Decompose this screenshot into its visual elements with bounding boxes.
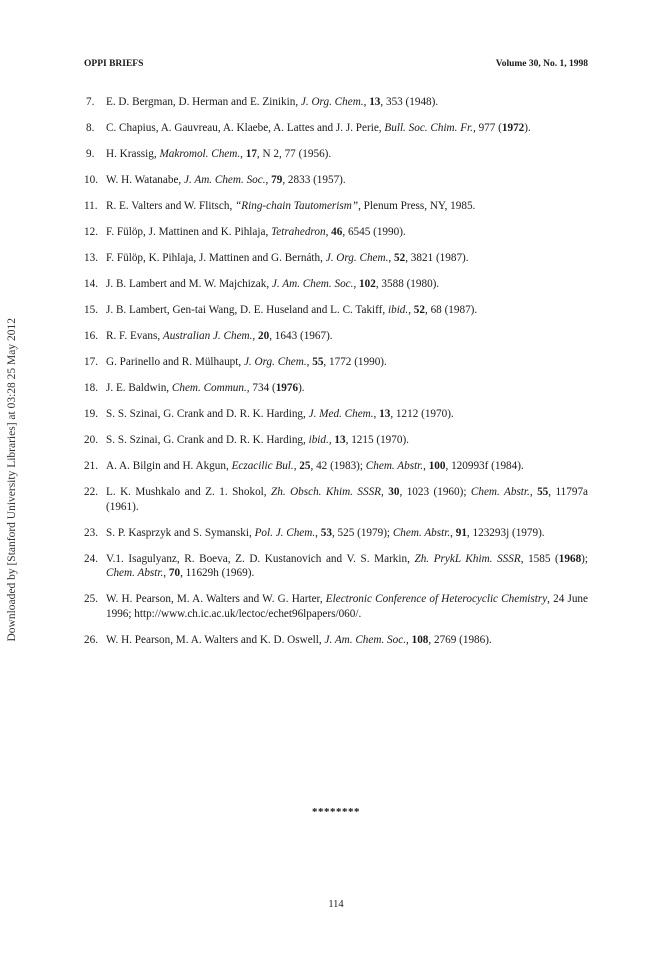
reference-item bbox=[84, 251, 588, 266]
reference-item bbox=[84, 592, 588, 621]
reference-fragment: , 1772 (1990). bbox=[323, 356, 387, 368]
reference-volume: 30 bbox=[388, 486, 400, 498]
reference-fragment: W. H. Pearson, M. A. Walters and W. G. Harter, bbox=[106, 593, 326, 605]
reference-fragment: , 3588 (1980). bbox=[375, 278, 440, 290]
reference-text bbox=[106, 304, 477, 316]
reference-fragment: , 1643 (1967). bbox=[269, 330, 333, 342]
reference-source: Pol. J. Chem. bbox=[254, 526, 316, 539]
reference-source: J. Med. Chem. bbox=[308, 408, 374, 420]
reference-fragment: G. Parinello and R. Mülhaupt, bbox=[106, 356, 244, 368]
reference-volume: 53 bbox=[320, 526, 332, 539]
reference-fragment: , 11797a (1961). bbox=[106, 486, 589, 513]
reference-fragment: , 1023 (1960); bbox=[399, 486, 471, 498]
reference-fragment: , 2833 (1957). bbox=[282, 174, 346, 186]
reference-volume: 102 bbox=[359, 278, 376, 290]
reference-fragment: S. P. Kasprzyk and S. Symanski, bbox=[106, 526, 255, 539]
reference-source: “Ring-chain Tautomerism” bbox=[235, 200, 359, 212]
reference-fragment: , N 2, 77 (1956). bbox=[256, 148, 332, 160]
reference-text bbox=[106, 634, 492, 646]
reference-fragment: , bbox=[353, 278, 360, 290]
reference-fragment: , bbox=[363, 96, 370, 108]
reference-fragment: S. S. Szinai, G. Crank and D. R. K. Harding, bbox=[106, 408, 309, 420]
reference-fragment: R. E. Valters and W. Flitsch, bbox=[106, 200, 236, 212]
reference-fragment: ). bbox=[524, 122, 531, 134]
running-header bbox=[84, 59, 588, 73]
reference-text bbox=[106, 408, 454, 420]
reference-text bbox=[106, 252, 469, 264]
reference-fragment: S. S. Szinai, G. Crank and D. R. K. Harding, bbox=[106, 434, 309, 446]
reference-text bbox=[106, 486, 588, 513]
reference-volume: 79 bbox=[271, 174, 283, 186]
reference-fragment: , bbox=[328, 434, 335, 446]
reference-volume: 1976 bbox=[275, 382, 299, 394]
reference-volume: 1972 bbox=[501, 122, 525, 134]
reference-fragment: , 2769 (1986). bbox=[428, 633, 492, 646]
reference-fragment: , 977 ( bbox=[472, 122, 502, 134]
reference-fragment: , 525 (1979); bbox=[331, 526, 393, 539]
reference-text bbox=[106, 460, 524, 472]
reference-text bbox=[106, 553, 588, 580]
reference-text bbox=[106, 174, 346, 186]
reference-fragment: , 24 June 1996; http://www.ch.ic.ac.uk/lectoc/echet96lpapers/060/. bbox=[106, 593, 588, 620]
reference-fragment: F. Fülöp, J. Mattinen and K. Pihlaja, bbox=[106, 226, 272, 238]
reference-text bbox=[106, 527, 545, 539]
reference-source: Bull. Soc. Chim. Fr. bbox=[384, 122, 473, 134]
reference-fragment: , 1215 (1970). bbox=[345, 434, 409, 446]
reference-text bbox=[106, 226, 406, 238]
reference-fragment: , bbox=[388, 252, 394, 264]
reference-fragment: , 11629h (1969). bbox=[180, 567, 255, 579]
volume-info: Volume 30, No. 1, 1998 bbox=[495, 59, 588, 69]
reference-number: 25. bbox=[84, 593, 98, 605]
reference-volume: 13 bbox=[334, 434, 346, 446]
reference-text bbox=[106, 382, 305, 394]
reference-fragment: F. Fülöp, K. Pihlaja, J. Mattinen and G. Bernáth, bbox=[106, 252, 326, 264]
reference-fragment: A. A. Bilgin and H. Akgun, bbox=[106, 460, 232, 472]
reference-volume: 70 bbox=[168, 567, 181, 579]
reference-source: ibid. bbox=[308, 434, 329, 446]
reference-source: J. Am. Chem. Soc. bbox=[184, 174, 266, 186]
reference-number: 19. bbox=[84, 408, 98, 420]
reference-fragment: W. H. Pearson, M. A. Walters and K. D. Oswell, bbox=[106, 633, 325, 646]
reference-fragment: , bbox=[529, 486, 538, 498]
reference-text bbox=[106, 356, 387, 368]
reference-item bbox=[84, 95, 588, 110]
reference-number: 15. bbox=[84, 304, 98, 316]
reference-source: ibid. bbox=[388, 304, 409, 316]
reference-source: J. Am. Chem. Soc. bbox=[324, 633, 406, 646]
reference-number: 7. bbox=[86, 96, 95, 108]
reference-fragment: , 68 (1987). bbox=[424, 304, 478, 316]
download-watermark-text: Downloaded by [Stanford University Libraries] at 03:28 25 May 2012 bbox=[6, 318, 18, 642]
reference-source: J. Org. Chem. bbox=[243, 356, 307, 368]
reference-fragment: , bbox=[373, 408, 380, 420]
reference-item bbox=[84, 355, 588, 370]
reference-source: J. Am. Chem. Soc. bbox=[271, 278, 354, 290]
reference-text bbox=[106, 122, 531, 134]
reference-fragment: , bbox=[325, 226, 332, 238]
reference-item bbox=[84, 633, 588, 648]
reference-text bbox=[106, 96, 438, 108]
reference-number: 18. bbox=[84, 382, 98, 394]
reference-volume: 55 bbox=[312, 356, 324, 368]
reference-fragment: , bbox=[265, 174, 272, 186]
reference-fragment: R. F. Evans, bbox=[106, 330, 163, 342]
reference-number: 12. bbox=[84, 226, 98, 238]
reference-item bbox=[84, 277, 588, 292]
reference-number: 22. bbox=[84, 486, 98, 498]
reference-number: 9. bbox=[86, 148, 95, 160]
reference-number: 8. bbox=[86, 122, 95, 134]
reference-volume: 46 bbox=[331, 226, 343, 238]
reference-volume: 91 bbox=[455, 526, 467, 539]
reference-fragment: L. K. Mushkalo and Z. 1. Shokol, bbox=[106, 486, 272, 498]
reference-volume: 17 bbox=[245, 148, 257, 160]
reference-list bbox=[84, 95, 588, 659]
reference-item bbox=[84, 485, 588, 514]
reference-fragment: , 120993f (1984). bbox=[445, 460, 524, 472]
reference-fragment: J. B. Lambert and M. W. Majchizak, bbox=[106, 278, 272, 290]
reference-fragment: , Plenum Press, NY, 1985. bbox=[358, 200, 476, 212]
reference-source: Australian J. Chem. bbox=[162, 330, 253, 342]
reference-number: 24. bbox=[84, 552, 98, 565]
reference-fragment: , 42 (1983); bbox=[310, 460, 366, 472]
reference-text bbox=[106, 593, 588, 620]
reference-number: 16. bbox=[84, 330, 98, 342]
reference-fragment: , bbox=[240, 148, 246, 160]
reference-text bbox=[106, 278, 439, 290]
reference-number: 14. bbox=[84, 278, 98, 290]
reference-fragment: E. D. Bergman, D. Herman and E. Zinikin, bbox=[106, 96, 301, 108]
reference-fragment: , bbox=[423, 460, 429, 472]
reference-item bbox=[84, 173, 588, 188]
reference-source: Chem. Commun. bbox=[171, 382, 247, 394]
reference-fragment: , bbox=[408, 304, 414, 316]
reference-item bbox=[84, 147, 588, 162]
reference-text bbox=[106, 200, 475, 212]
reference-fragment: , bbox=[381, 486, 389, 498]
journal-section-title: OPPI BRIEFS bbox=[84, 59, 144, 69]
reference-fragment: , 1585 ( bbox=[520, 552, 559, 565]
reference-item bbox=[84, 225, 588, 240]
reference-text bbox=[106, 148, 331, 160]
reference-number: 17. bbox=[84, 356, 98, 368]
reference-source: Zh. Obsch. Khim. SSSR bbox=[271, 486, 382, 498]
reference-number: 11. bbox=[84, 200, 98, 212]
reference-fragment: , bbox=[315, 526, 321, 539]
reference-item bbox=[84, 329, 588, 344]
reference-volume: 108 bbox=[411, 633, 429, 646]
reference-volume: 25 bbox=[299, 460, 311, 472]
end-separator: ******** bbox=[312, 806, 360, 818]
reference-item bbox=[84, 303, 588, 318]
reference-fragment: ); bbox=[581, 552, 588, 565]
reference-source: Eczacilic Bul. bbox=[231, 460, 294, 472]
reference-source: Chem. Abstr. bbox=[106, 567, 164, 579]
reference-volume: 52 bbox=[413, 304, 425, 316]
reference-fragment: , 3821 (1987). bbox=[405, 252, 469, 264]
page-number: 114 bbox=[328, 899, 344, 910]
reference-source: Tetrahedron bbox=[271, 226, 326, 238]
reference-item bbox=[84, 459, 588, 474]
reference-fragment: , 734 ( bbox=[246, 382, 276, 394]
reference-fragment: , bbox=[252, 330, 259, 342]
reference-item bbox=[84, 199, 588, 214]
reference-fragment: C. Chapius, A. Gauvreau, A. Klaebe, A. Lattes and J. J. Perie, bbox=[106, 122, 385, 134]
reference-source: J. Org. Chem. bbox=[325, 252, 389, 264]
reference-volume: 13 bbox=[379, 408, 391, 420]
reference-number: 20. bbox=[84, 434, 98, 446]
reference-volume: 100 bbox=[428, 460, 446, 472]
reference-number: 26. bbox=[84, 633, 98, 646]
reference-volume: 20 bbox=[258, 330, 270, 342]
reference-source: Chem. Abstr. bbox=[392, 526, 451, 539]
reference-fragment: , bbox=[306, 356, 313, 368]
reference-fragment: J. B. Lambert, Gen-tai Wang, D. E. Huseland and L. C. Takiff, bbox=[106, 304, 388, 316]
reference-number: 13. bbox=[84, 252, 98, 264]
reference-item bbox=[84, 407, 588, 422]
reference-source: Chem. Abstr. bbox=[365, 460, 424, 472]
reference-fragment: , 123293j (1979). bbox=[466, 526, 545, 539]
reference-source: Electronic Conference of Heterocyclic Chemistry bbox=[325, 593, 548, 605]
reference-fragment: , 353 (1948). bbox=[380, 96, 439, 108]
reference-fragment: , 1212 (1970). bbox=[390, 408, 454, 420]
reference-fragment: V.1. Isagulyanz, R. Boeva, Z. D. Kustanovich and V. S. Markin, bbox=[106, 552, 415, 565]
reference-fragment: W. H. Watanabe, bbox=[106, 174, 185, 186]
reference-item bbox=[84, 433, 588, 448]
reference-volume: 55 bbox=[537, 486, 549, 498]
reference-item bbox=[84, 526, 588, 541]
reference-fragment: ). bbox=[298, 382, 305, 394]
reference-number: 23. bbox=[84, 526, 98, 539]
reference-item bbox=[84, 121, 588, 136]
reference-source: Zh. PrykL Khim. SSSR bbox=[414, 552, 521, 565]
reference-fragment: , bbox=[406, 633, 412, 646]
reference-volume: 52 bbox=[394, 252, 406, 264]
reference-fragment: H. Krassig, bbox=[106, 148, 160, 160]
reference-item bbox=[84, 381, 588, 396]
reference-fragment: , 6545 (1990). bbox=[342, 226, 406, 238]
reference-item bbox=[84, 552, 588, 581]
reference-text bbox=[106, 434, 409, 446]
reference-volume: 13 bbox=[369, 96, 381, 108]
reference-source: J. Org. Chem. bbox=[300, 96, 364, 108]
reference-source: Chem. Abstr. bbox=[470, 486, 530, 498]
reference-volume: 1968 bbox=[558, 552, 582, 565]
reference-fragment: J. E. Baldwin, bbox=[106, 382, 172, 394]
reference-fragment: , bbox=[450, 526, 456, 539]
reference-source: Makromol. Chem. bbox=[159, 148, 241, 160]
reference-text bbox=[106, 330, 333, 342]
reference-fragment: , bbox=[163, 567, 169, 579]
reference-fragment: , bbox=[293, 460, 300, 472]
reference-number: 10. bbox=[84, 174, 98, 186]
reference-number: 21. bbox=[84, 460, 98, 472]
